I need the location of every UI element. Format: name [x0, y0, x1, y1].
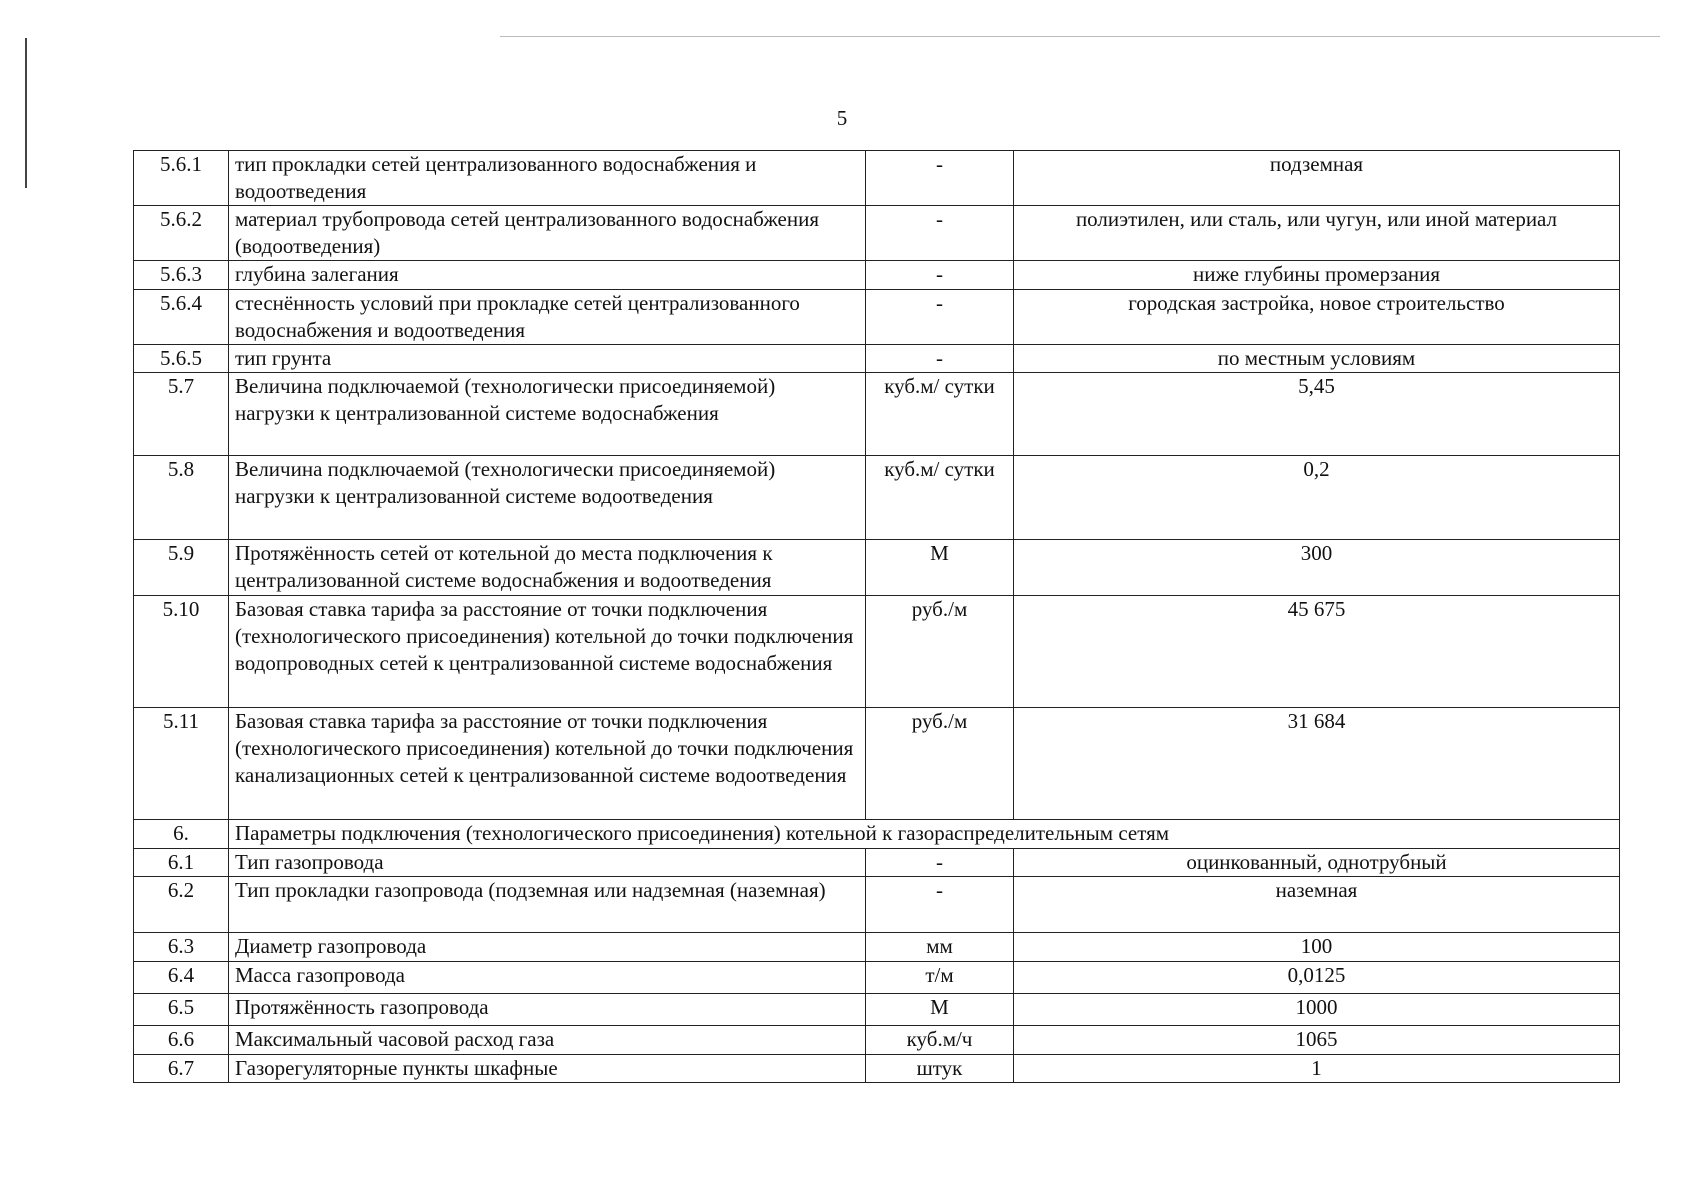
row-number: 5.6.3	[134, 261, 229, 290]
table-row	[134, 849, 1620, 877]
row-value: ниже глубины промерзания	[1014, 261, 1620, 290]
row-value: 1000	[1014, 994, 1620, 1026]
row-number: 5.6.4	[134, 290, 229, 345]
table-row	[134, 290, 1620, 345]
row-unit: штук	[866, 1055, 1014, 1083]
row-number: 5.8	[134, 456, 229, 540]
row-unit: -	[866, 206, 1014, 261]
row-unit: -	[866, 877, 1014, 933]
row-value: 0,0125	[1014, 962, 1620, 994]
row-unit: руб./м	[866, 708, 1014, 820]
row-number: 6.7	[134, 1055, 229, 1083]
table-row	[134, 261, 1620, 290]
row-parameter: Масса газопровода	[229, 962, 866, 994]
row-value: 1	[1014, 1055, 1620, 1083]
row-unit: руб./м	[866, 596, 1014, 708]
row-parameter: Протяжённость сетей от котельной до места подключения к централизованной системе водоснабжения и водоотведения	[229, 540, 866, 596]
row-parameter: Максимальный часовой расход газа	[229, 1026, 866, 1055]
parameters-table	[133, 150, 1620, 1083]
table-row	[134, 540, 1620, 596]
row-unit: -	[866, 290, 1014, 345]
row-parameter: Величина подключаемой (технологически присоединяемой) нагрузки к централизованной системе водоснабжения	[229, 373, 866, 456]
row-unit: куб.м/ч	[866, 1026, 1014, 1055]
row-value: 5,45	[1014, 373, 1620, 456]
row-number: 5.9	[134, 540, 229, 596]
table-row	[134, 345, 1620, 373]
row-value: 31 684	[1014, 708, 1620, 820]
row-number: 5.6.1	[134, 151, 229, 206]
row-unit: куб.м/ сутки	[866, 456, 1014, 540]
row-number: 6.5	[134, 994, 229, 1026]
row-unit: М	[866, 994, 1014, 1026]
row-number: 5.6.5	[134, 345, 229, 373]
table-row	[134, 456, 1620, 540]
top-scan-rule	[500, 36, 1660, 37]
row-parameter: материал трубопровода сетей централизованного водоснабжения (водоотведения)	[229, 206, 866, 261]
row-number: 6.4	[134, 962, 229, 994]
table-row	[134, 596, 1620, 708]
row-unit: т/м	[866, 962, 1014, 994]
row-value: оцинкованный, однотрубный	[1014, 849, 1620, 877]
section-title: Параметры подключения (технологического присоединения) котельной к газораспределительным сетям	[229, 820, 1620, 849]
table-row	[134, 1026, 1620, 1055]
row-number: 5.11	[134, 708, 229, 820]
table-row	[134, 877, 1620, 933]
row-value: городская застройка, новое строительство	[1014, 290, 1620, 345]
row-parameter: Величина подключаемой (технологически присоединяемой) нагрузки к централизованной системе водоотведения	[229, 456, 866, 540]
row-unit: -	[866, 849, 1014, 877]
table-row	[134, 933, 1620, 962]
row-number: 6.2	[134, 877, 229, 933]
table-row	[134, 994, 1620, 1026]
table-row	[134, 151, 1620, 206]
row-unit: М	[866, 540, 1014, 596]
row-unit: -	[866, 345, 1014, 373]
table-row	[134, 962, 1620, 994]
row-unit: мм	[866, 933, 1014, 962]
row-parameter: Тип газопровода	[229, 849, 866, 877]
page-number: 5	[836, 106, 848, 130]
row-unit: куб.м/ сутки	[866, 373, 1014, 456]
row-unit: -	[866, 151, 1014, 206]
section-number: 6.	[134, 820, 229, 849]
row-parameter: Диаметр газопровода	[229, 933, 866, 962]
row-value: наземная	[1014, 877, 1620, 933]
row-parameter: тип грунта	[229, 345, 866, 373]
row-value: полиэтилен, или сталь, или чугун, или иной материал	[1014, 206, 1620, 261]
table-row	[134, 206, 1620, 261]
row-number: 5.10	[134, 596, 229, 708]
row-value: 1065	[1014, 1026, 1620, 1055]
table-row	[134, 708, 1620, 820]
table-row	[134, 1055, 1620, 1083]
row-value: подземная	[1014, 151, 1620, 206]
row-number: 6.1	[134, 849, 229, 877]
row-parameter: глубина залегания	[229, 261, 866, 290]
row-parameter: Тип прокладки газопровода (подземная или надземная (наземная)	[229, 877, 866, 933]
row-value: по местным условиям	[1014, 345, 1620, 373]
section-heading-row	[134, 820, 1620, 849]
row-parameter: Газорегуляторные пункты шкафные	[229, 1055, 866, 1083]
row-number: 6.3	[134, 933, 229, 962]
row-number: 5.6.2	[134, 206, 229, 261]
row-value: 100	[1014, 933, 1620, 962]
table-row	[134, 373, 1620, 456]
row-unit: -	[866, 261, 1014, 290]
row-parameter: тип прокладки сетей централизованного водоснабжения и водоотведения	[229, 151, 866, 206]
row-number: 5.7	[134, 373, 229, 456]
row-parameter: Базовая ставка тарифа за расстояние от точки подключения (технологического присоединения) котельной до точки подключения канализационных сетей к централизованной системе водоотведения	[229, 708, 866, 820]
row-parameter: стеснённость условий при прокладке сетей централизованного водоснабжения и водоотведения	[229, 290, 866, 345]
row-parameter: Протяжённость газопровода	[229, 994, 866, 1026]
row-parameter: Базовая ставка тарифа за расстояние от точки подключения (технологического присоединения) котельной до точки подключения водопроводных сетей к централизованной системе водоснабжения	[229, 596, 866, 708]
row-value: 0,2	[1014, 456, 1620, 540]
row-value: 45 675	[1014, 596, 1620, 708]
row-value: 300	[1014, 540, 1620, 596]
row-number: 6.6	[134, 1026, 229, 1055]
